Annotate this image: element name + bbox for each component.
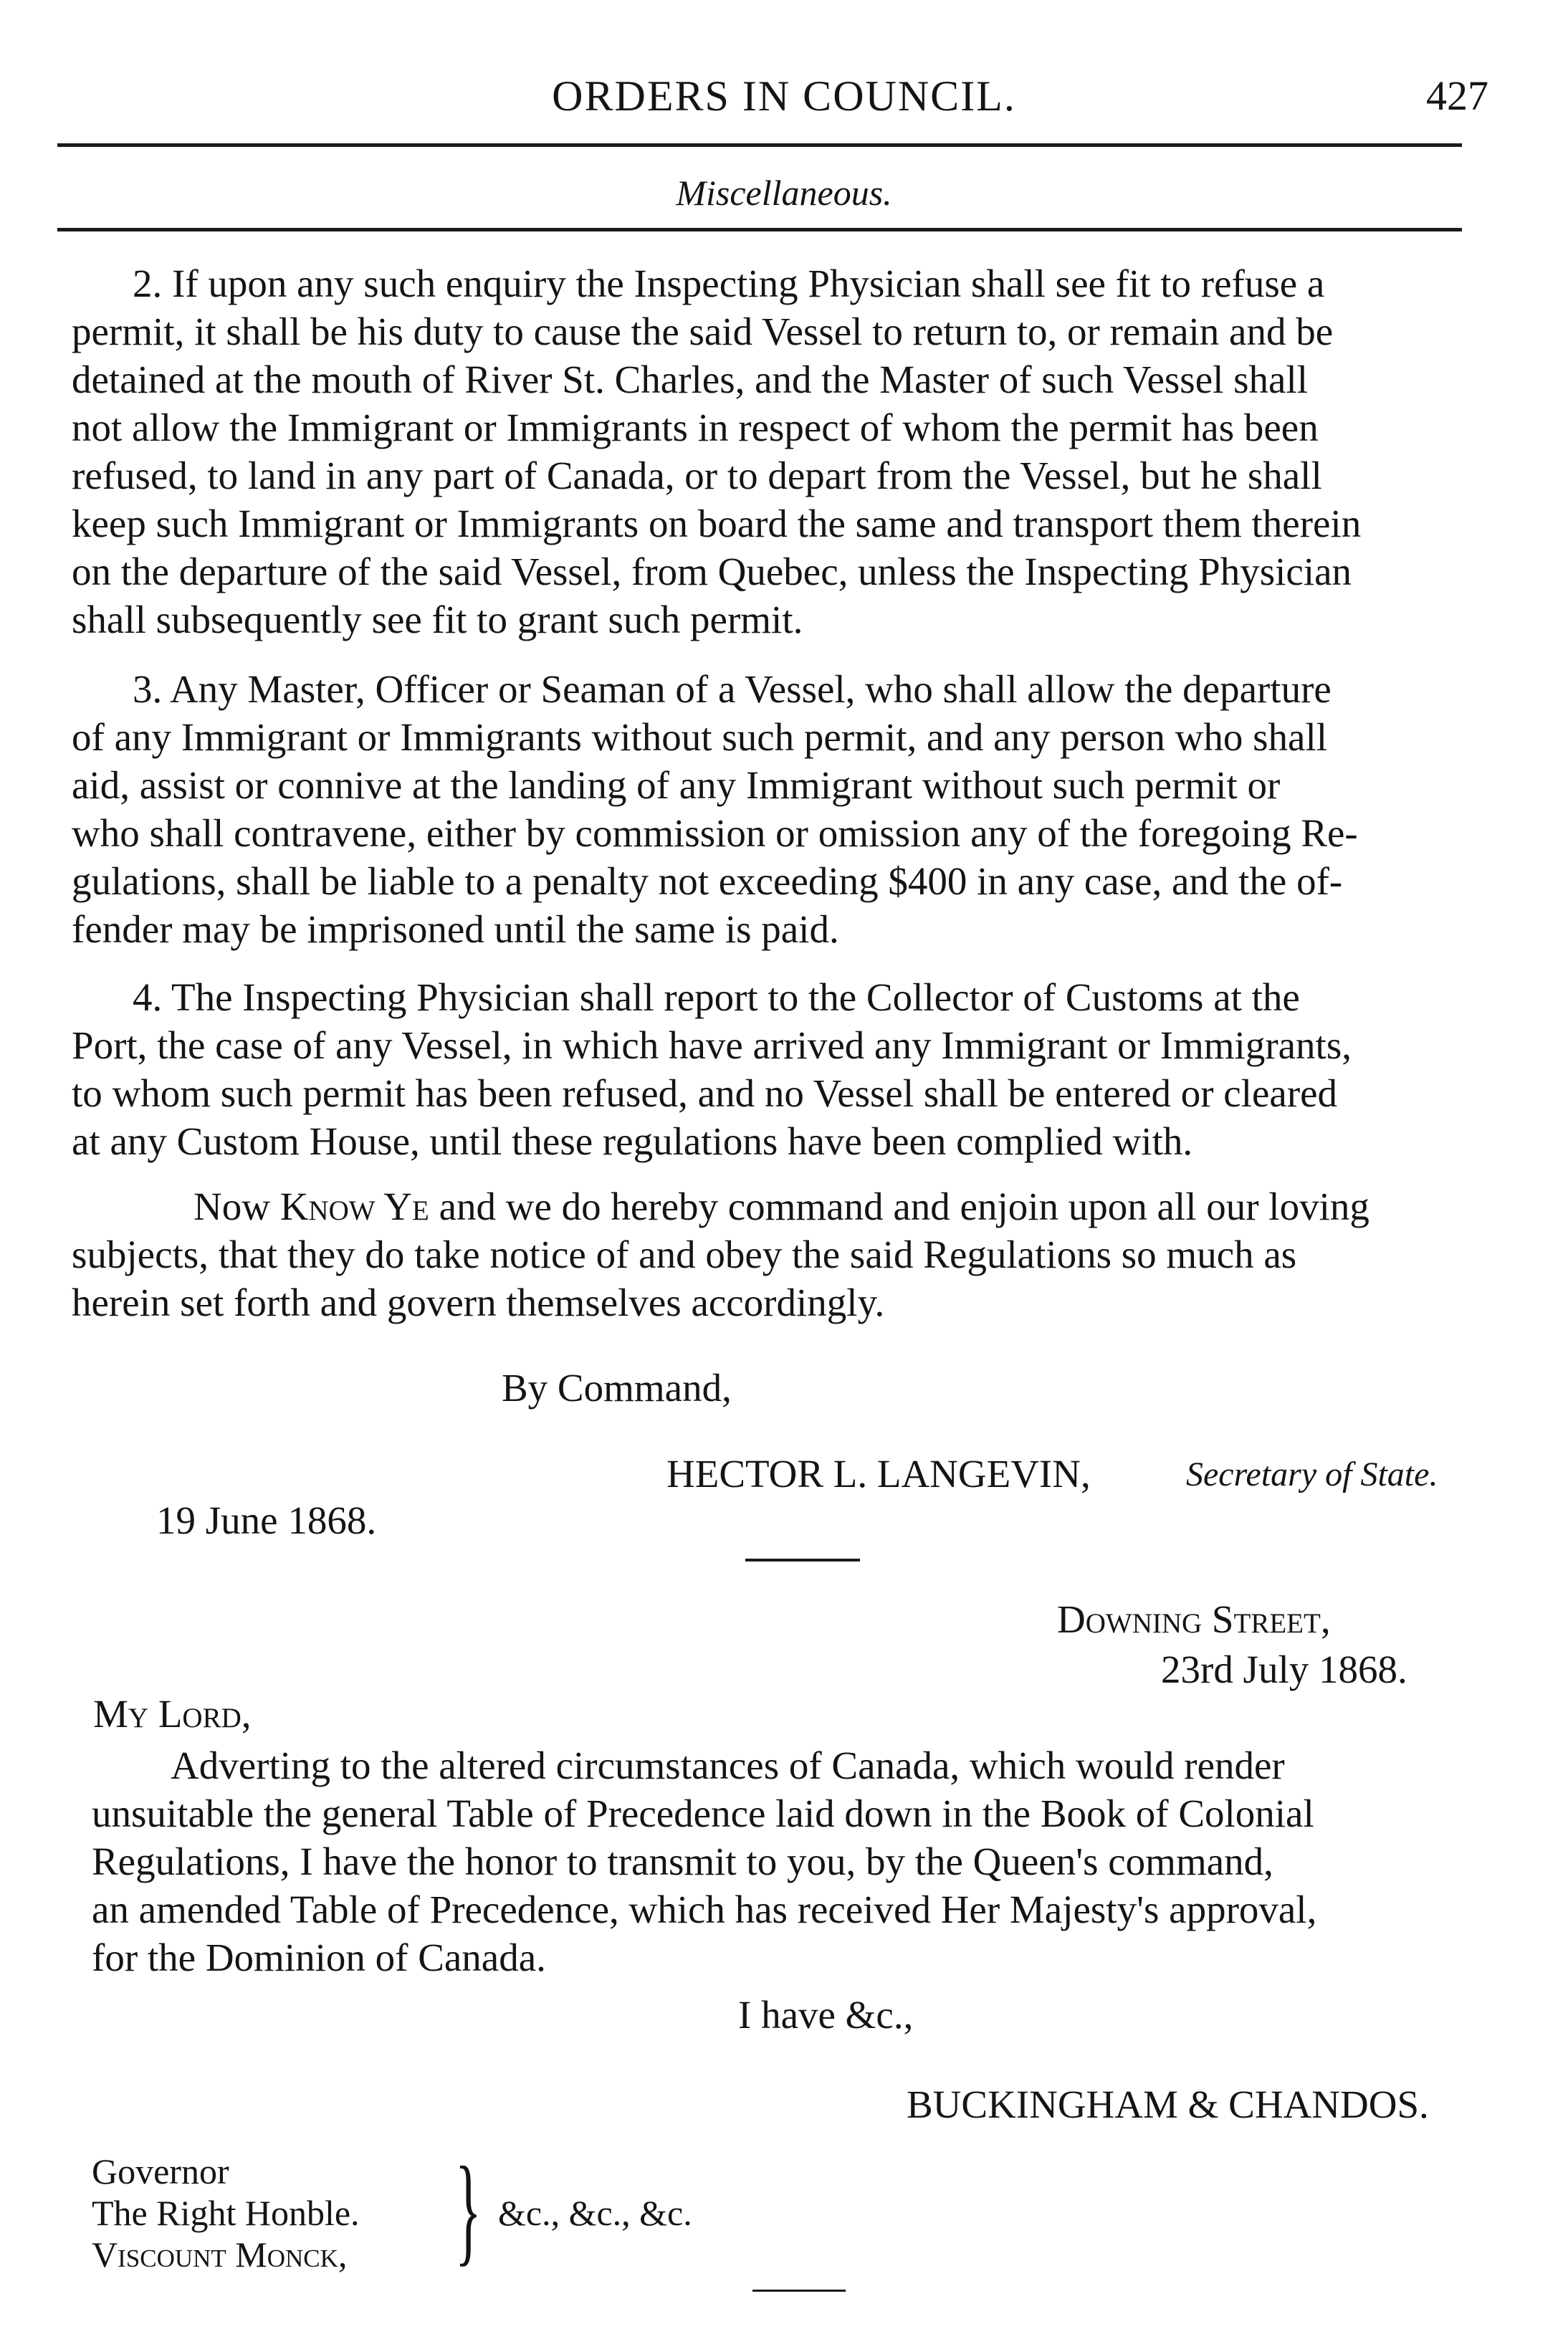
paragraph-2 [72, 259, 1487, 644]
by-command: By Command, [502, 1366, 732, 1410]
letter-body-line: an amended Table of Precedence, which has received Her Majesty's approval, [92, 1888, 1317, 1931]
addressee-brace: } [455, 2142, 482, 2277]
signature-title: Secretary of State. [1186, 1455, 1438, 1493]
paragraph-2-line: on the departure of the said Vessel, from Quebec, unless the Inspecting Physician [72, 550, 1352, 593]
letter-closing: I have &c., [738, 1993, 914, 2037]
paragraph-2-line: not allow the Immigrant or Immigrants in respect of whom the permit has been [72, 406, 1319, 449]
proclamation-line: subjects, that they do take notice of and obey the said Regulations so much as [72, 1233, 1297, 1276]
letter-body-line: Regulations, I have the honor to transmit to you, by the Queen's command, [92, 1840, 1273, 1883]
running-header-title: ORDERS IN COUNCIL. [552, 72, 1016, 120]
paragraph-2-line: shall subsequently see fit to grant such permit. [72, 598, 803, 641]
proclamation-line: herein set forth and govern themselves accordingly. [72, 1281, 885, 1324]
paragraph-2-line: permit, it shall be his duty to cause the said Vessel to return to, or remain and be [72, 310, 1334, 353]
order-date: 19 June 1868. [156, 1498, 377, 1542]
letter-address-date: 23rd July 1868. [1161, 1647, 1407, 1691]
paragraph-4-line: Port, the case of any Vessel, in which have arrived any Immigrant or Immigrants, [72, 1023, 1352, 1067]
addressee-line-1: Governor [92, 2151, 229, 2191]
know-ye: Know Ye [279, 1185, 429, 1228]
letter-body [92, 1741, 1488, 1981]
proclamation-prefix: Now [193, 1185, 280, 1228]
signature-name: HECTOR L. LANGEVIN, [666, 1452, 1091, 1496]
section-title: Miscellaneous. [676, 173, 892, 213]
paragraph-4-line: to whom such permit has been refused, and no Vessel shall be entered or cleared [72, 1071, 1338, 1115]
paragraph-3-line: aid, assist or connive at the landing of any Immigrant without such permit or [72, 763, 1281, 807]
paragraph-2-line: keep such Immigrant or Immigrants on board the same and transport them therein [72, 502, 1362, 545]
separator-rule [745, 1559, 860, 1562]
addressee-suffix: &c., &c., &c. [498, 2193, 692, 2233]
paragraph-2-line: 2. If upon any such enquiry the Inspecting Physician shall see fit to refuse a [133, 262, 1325, 305]
addressee-line-3: Viscount Monck, [92, 2234, 348, 2275]
letter-address-street: Downing Street, [1057, 1597, 1331, 1641]
header-rule [57, 143, 1462, 147]
addressee-line-2: The Right Honble. [92, 2193, 360, 2233]
proclamation [72, 1182, 1487, 1326]
proclamation-rest: and we do hereby command and enjoin upon all our loving [429, 1185, 1369, 1228]
paragraph-3-line: who shall contravene, either by commission or omission any of the foregoing Re- [72, 811, 1358, 855]
letter-body-line: unsuitable the general Table of Precedence laid down in the Book of Colonial [92, 1792, 1314, 1835]
paragraph-2-line: detained at the mouth of River St. Charles, and the Master of such Vessel shall [72, 358, 1309, 401]
page-number: 427 [1426, 72, 1488, 119]
letter-salutation: My Lord, [93, 1692, 252, 1736]
letter-body-line: for the Dominion of Canada. [92, 1936, 546, 1979]
paragraph-3-line: of any Immigrant or Immigrants without such permit, and any person who shall [72, 715, 1328, 759]
paragraph-3 [72, 665, 1487, 953]
paragraph-3-line: 3. Any Master, Officer or Seaman of a Vessel, who shall allow the departure [133, 667, 1332, 711]
letter-signature: BUCKINGHAM & CHANDOS. [907, 2082, 1429, 2126]
proclamation-line [72, 1182, 1487, 1230]
paragraph-3-line: fender may be imprisoned until the same is paid. [72, 907, 839, 951]
paragraph-4-line: 4. The Inspecting Physician shall report to the Collector of Customs at the [133, 975, 1300, 1019]
paragraph-4-line: at any Custom House, until these regulations have been complied with. [72, 1119, 1193, 1163]
bottom-rule [752, 2290, 846, 2292]
section-rule [57, 228, 1462, 231]
letter-body-line: Adverting to the altered circumstances of Canada, which would render [171, 1744, 1285, 1787]
paragraph-2-line: refused, to land in any part of Canada, or to depart from the Vessel, but he shall [72, 454, 1322, 497]
paragraph-4 [72, 973, 1487, 1165]
paragraph-3-line: gulations, shall be liable to a penalty not exceeding $400 in any case, and the of- [72, 859, 1343, 903]
